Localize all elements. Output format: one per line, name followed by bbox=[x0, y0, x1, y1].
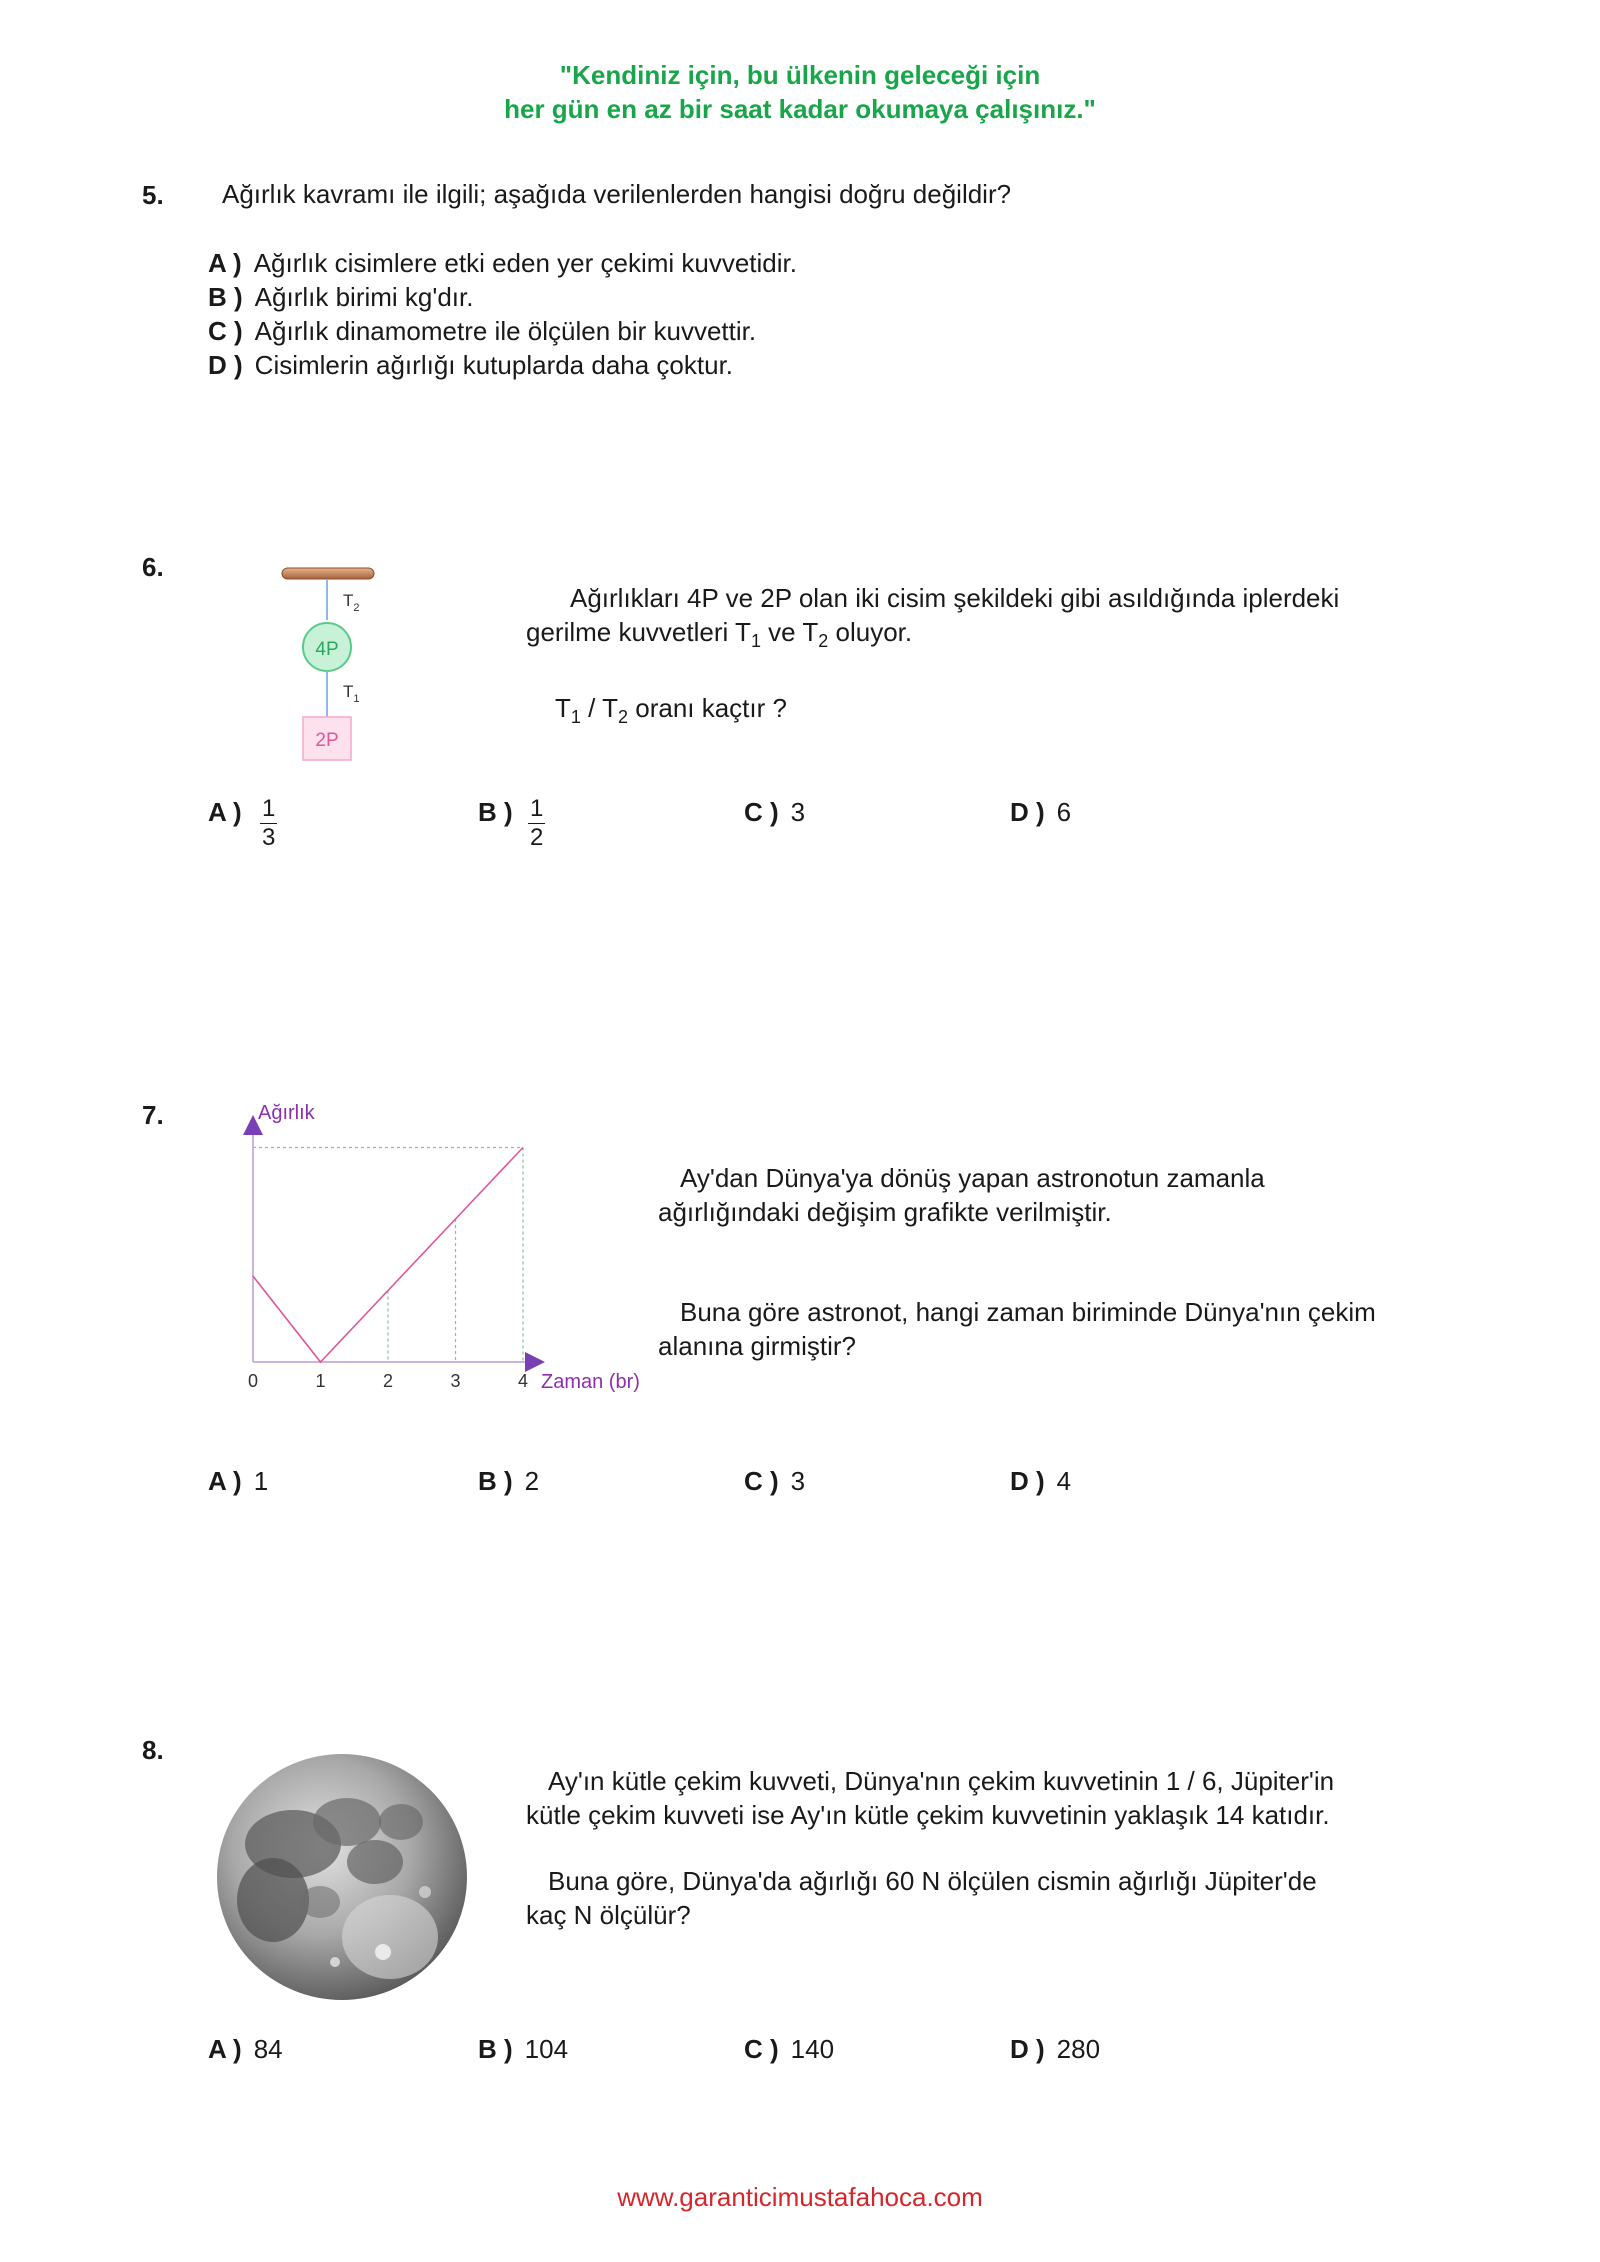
q8-option-c[interactable] bbox=[744, 2032, 834, 2066]
option-text: Ağırlık cisimlere etki eden yer çekimi kuvvetidir. bbox=[253, 248, 797, 278]
question-8-text-1: Ay'ın kütle çekim kuvveti, Dünya'nın çekim kuvvetinin 1 / 6, Jüpiter'in kütle çekim kuvveti ise Ay'ın kütle çekim kuvvetinin yaklaşık 14 katıdır. bbox=[526, 1766, 1335, 1830]
question-6-text-2: $T_1 / T_2$ oranı kaçtır ? bbox=[555, 693, 787, 727]
hanging-masses-figure bbox=[270, 560, 390, 770]
q5-option-c[interactable] bbox=[208, 314, 756, 348]
moon-image bbox=[215, 1752, 470, 2002]
option-text: 4 bbox=[1056, 1466, 1072, 1496]
q6-option-c[interactable] bbox=[744, 795, 805, 829]
option-text: 6 bbox=[1056, 797, 1072, 827]
t1-label: $T_1$ bbox=[343, 682, 360, 705]
option-text: Ağırlık dinamometre ile ölçülen bir kuvvettir. bbox=[254, 316, 757, 346]
x-tick-label: 2 bbox=[382, 1371, 394, 1391]
q7-option-d[interactable] bbox=[1010, 1464, 1071, 1498]
option-letter: D ) bbox=[208, 350, 243, 380]
q8-option-a[interactable] bbox=[208, 2032, 283, 2066]
option-letter: C ) bbox=[744, 2034, 779, 2064]
option-letter: B ) bbox=[478, 1466, 513, 1496]
weight-time-chart bbox=[230, 1095, 670, 1405]
option-letter: C ) bbox=[744, 1466, 779, 1496]
option-letter: B ) bbox=[208, 282, 243, 312]
mass-2p-label: 2P bbox=[315, 730, 339, 751]
question-6-number: 6. bbox=[142, 552, 164, 582]
x-tick-label: 0 bbox=[247, 1371, 259, 1391]
x-tick-label: 1 bbox=[315, 1371, 326, 1391]
y-axis-label: Ağırlık bbox=[258, 1102, 315, 1124]
motto-line-2: her gün en az bir saat kadar okumaya çalışınız." bbox=[504, 94, 1096, 124]
option-letter: D ) bbox=[1010, 1466, 1045, 1496]
q6-option-b-fraction: $\frac{1}{2}$ bbox=[530, 795, 544, 851]
option-letter: D ) bbox=[1010, 2034, 1045, 2064]
t2-label: $T_2$ bbox=[343, 591, 360, 614]
q8-option-d[interactable] bbox=[1010, 2032, 1100, 2066]
question-5-number: 5. bbox=[142, 180, 164, 210]
weight-series-line bbox=[253, 1148, 523, 1363]
option-text: 84 bbox=[253, 2034, 283, 2064]
x-axis-label: Zaman (br) bbox=[541, 1371, 640, 1393]
q7-option-a[interactable] bbox=[208, 1464, 268, 1498]
option-letter: D ) bbox=[1010, 797, 1045, 827]
option-letter: B ) bbox=[478, 797, 513, 827]
motto-line-1: "Kendiniz için, bu ülkenin geleceği için bbox=[559, 60, 1041, 90]
q6-option-a[interactable] bbox=[208, 795, 254, 829]
chart-guides bbox=[253, 1148, 523, 1363]
q7-option-c[interactable] bbox=[744, 1464, 805, 1498]
option-text: 2 bbox=[524, 1466, 540, 1496]
q6-option-d[interactable] bbox=[1010, 795, 1071, 829]
question-8-text-2: Buna göre, Dünya'da ağırlığı 60 N ölçülen cismin ağırlığı Jüpiter'de kaç N ölçülür? bbox=[526, 1866, 1317, 1930]
option-text: 3 bbox=[790, 1466, 806, 1496]
q7-option-b[interactable] bbox=[478, 1464, 539, 1498]
question-7-text-2: Buna göre astronot, hangi zaman biriminde Dünya'nın çekim alanına girmiştir? bbox=[658, 1297, 1376, 1361]
question-5-text: Ağırlık kavramı ile ilgili; aşağıda verilenlerden hangisi doğru değildir? bbox=[222, 179, 1012, 209]
option-letter: C ) bbox=[744, 797, 779, 827]
motto bbox=[0, 58, 1600, 126]
option-letter: B ) bbox=[478, 2034, 513, 2064]
option-letter: A ) bbox=[208, 248, 242, 278]
option-text: Ağırlık birimi kg'dır. bbox=[254, 282, 474, 312]
option-letter: A ) bbox=[208, 1466, 242, 1496]
q6-option-b[interactable] bbox=[478, 795, 525, 829]
option-text: 1 bbox=[253, 1466, 269, 1496]
q8-option-b[interactable] bbox=[478, 2032, 568, 2066]
question-8-number: 8. bbox=[142, 1735, 164, 1765]
option-letter: A ) bbox=[208, 2034, 242, 2064]
q6-option-a-fraction: $\frac{1}{3}$ bbox=[262, 795, 276, 851]
question-7-text-1: Ay'dan Dünya'ya dönüş yapan astronotun zamanla ağırlığındaki değişim grafikte verilmiştir. bbox=[658, 1163, 1265, 1227]
option-text: 3 bbox=[790, 797, 806, 827]
question-7-number: 7. bbox=[142, 1100, 164, 1130]
option-text: Cisimlerin ağırlığı kutuplarda daha çoktur. bbox=[254, 350, 734, 380]
ceiling-rod bbox=[282, 568, 374, 579]
x-tick-label: 4 bbox=[517, 1371, 529, 1391]
option-letter: C ) bbox=[208, 316, 243, 346]
mass-4p-label: 4P bbox=[315, 639, 339, 660]
question-6-text-1: Ağırlıkları 4P ve 2P olan iki cisim şekildeki gibi asıldığında iplerdeki gerilme kuvvetleri $T_1$ ve $T_2$ oluyor. bbox=[526, 583, 1340, 651]
q5-option-b[interactable] bbox=[208, 280, 473, 314]
option-text: 104 bbox=[524, 2034, 569, 2064]
option-text: 280 bbox=[1056, 2034, 1101, 2064]
option-letter: A ) bbox=[208, 797, 242, 827]
q5-option-a[interactable] bbox=[208, 246, 797, 280]
option-text: 140 bbox=[790, 2034, 835, 2064]
x-tick-label: 3 bbox=[450, 1371, 461, 1391]
footer-url[interactable]: www.garanticimustafahoca.com bbox=[617, 2182, 983, 2212]
q5-option-d[interactable] bbox=[208, 348, 733, 382]
